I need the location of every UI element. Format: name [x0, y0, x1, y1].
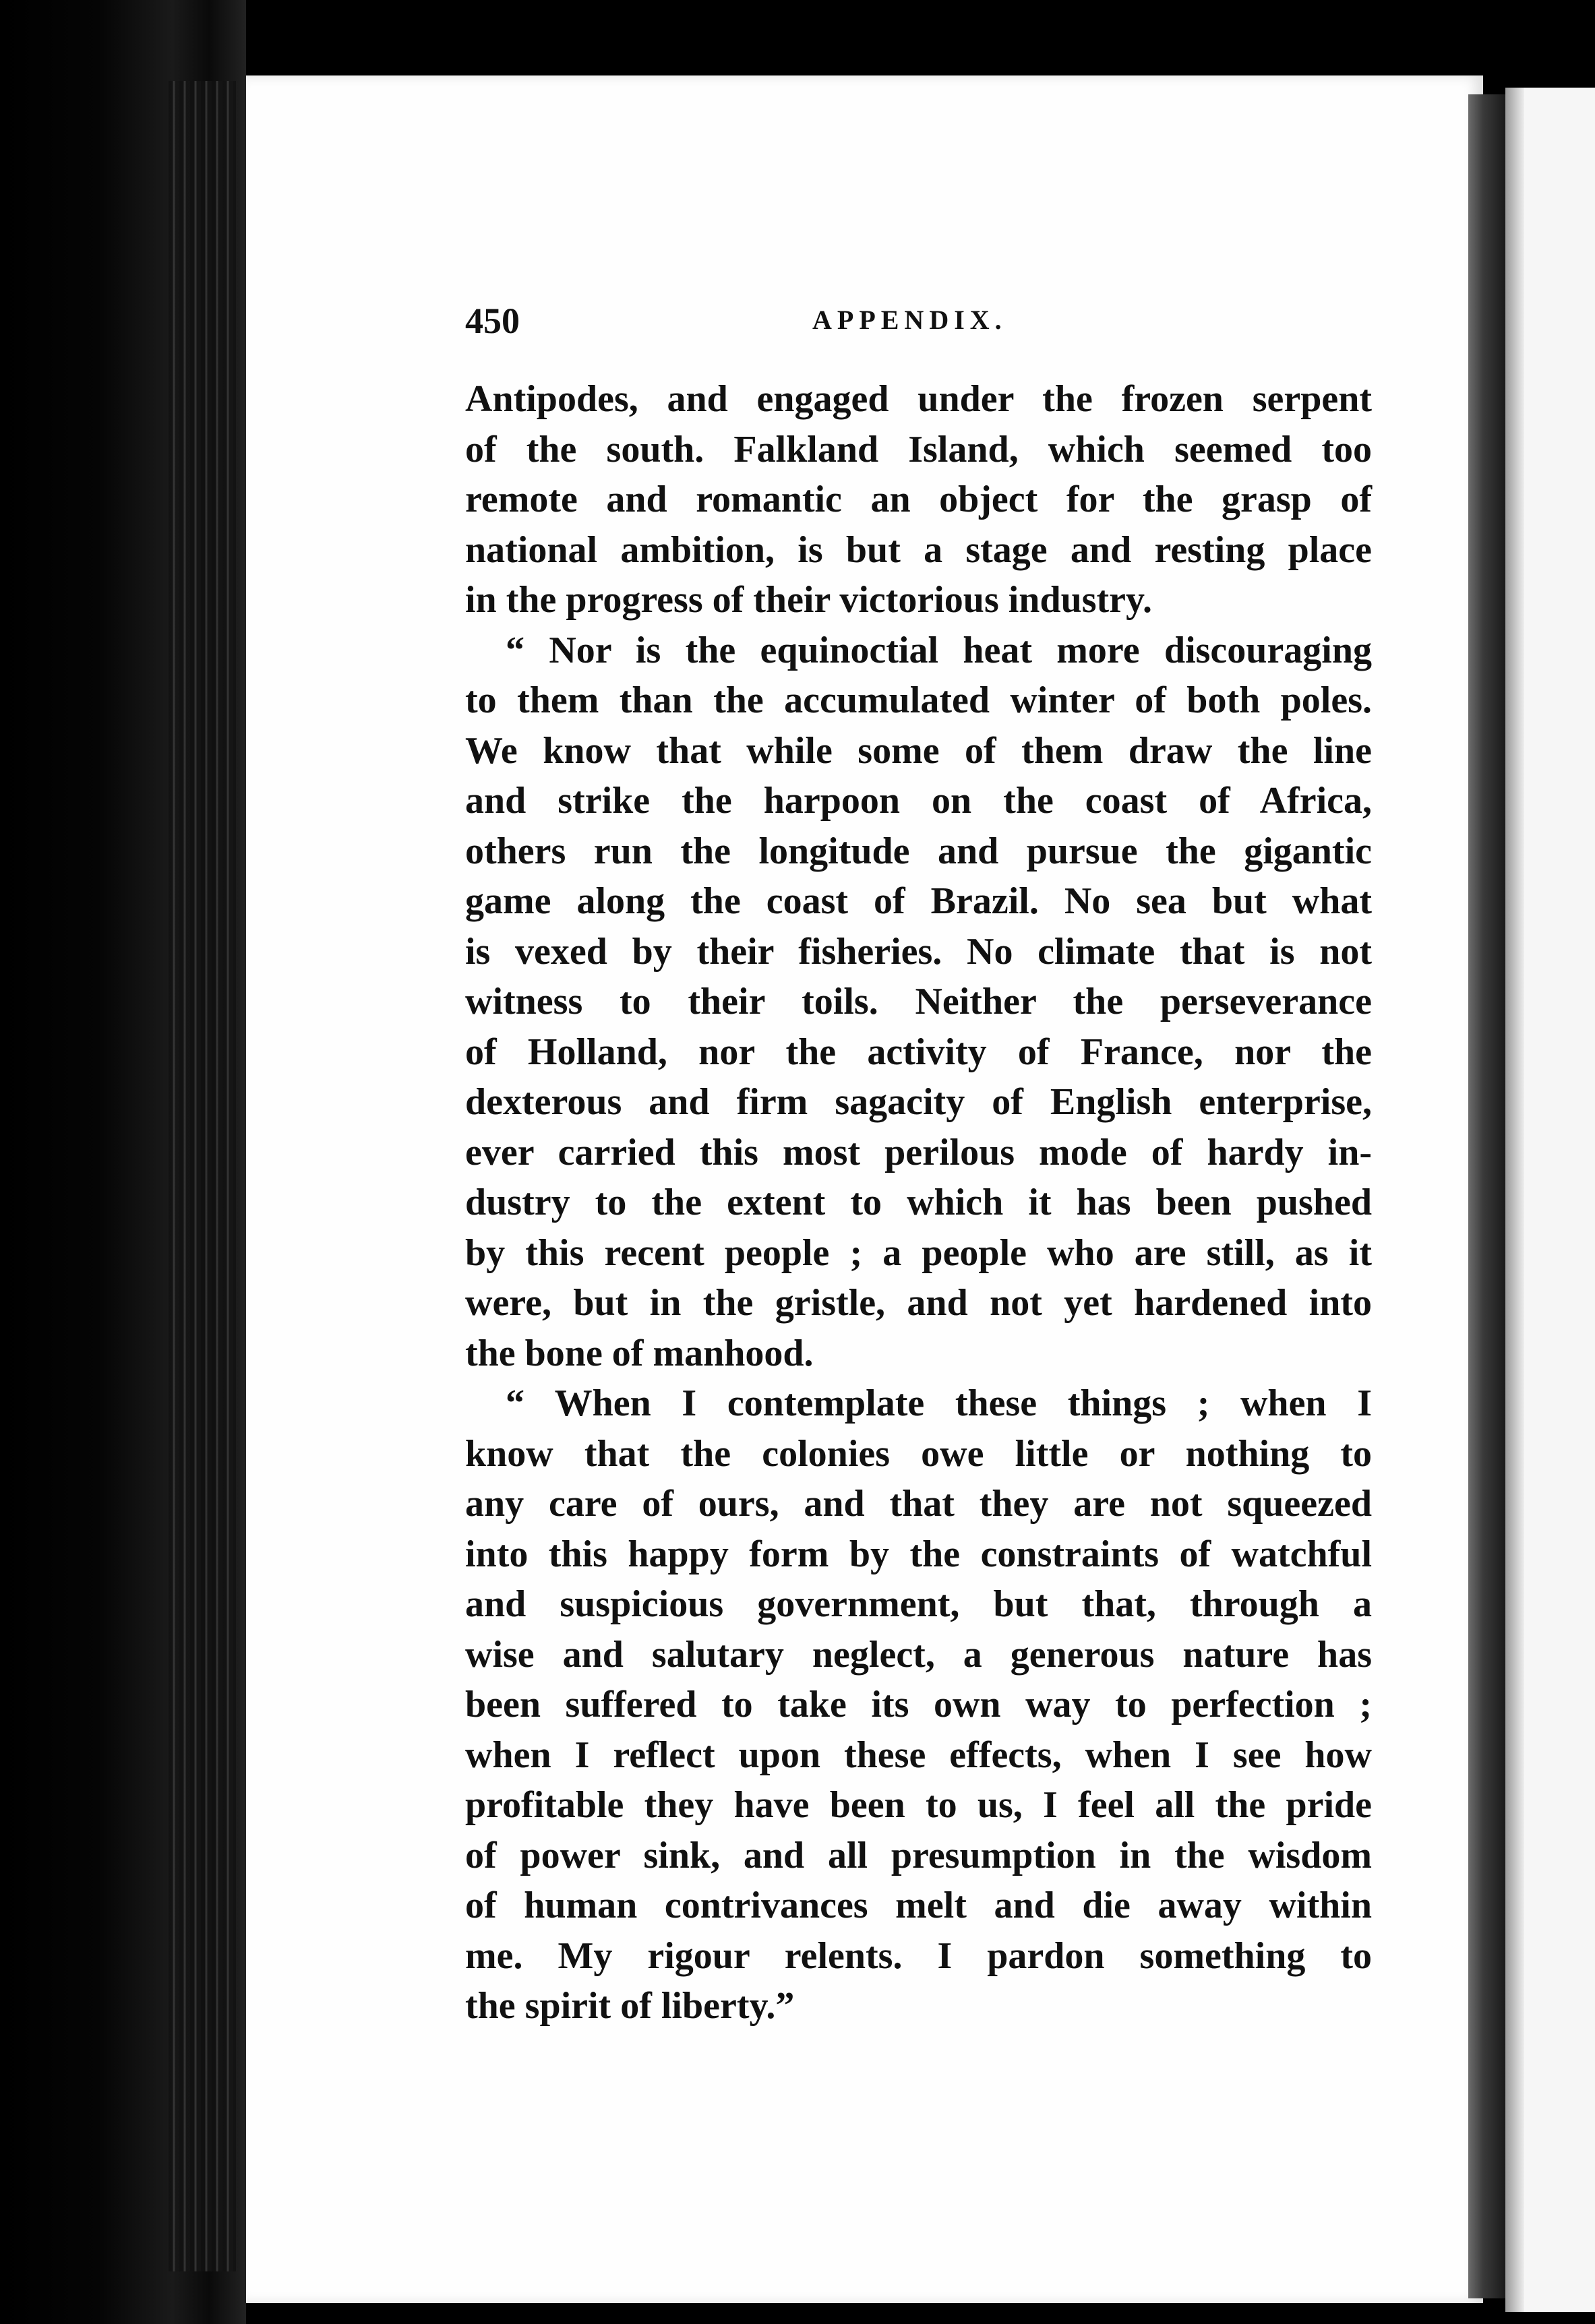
paragraph: [465, 1378, 1372, 2031]
text-line: any care of ours, and that they are not squeezed: [465, 1483, 1372, 1525]
text-line: the bone of manhood.: [465, 1332, 814, 1374]
page-number: 450: [465, 301, 520, 341]
text-line: me. My rigour relents. I pardon something to: [465, 1934, 1372, 1977]
facing-page-shadow: [1505, 88, 1524, 2312]
paragraph: [465, 374, 1372, 625]
body-text: [465, 374, 1372, 2031]
text-line: is vexed by their fisheries. No climate that is not: [465, 930, 1372, 973]
text-line: game along the coast of Brazil. No sea but what: [465, 880, 1372, 922]
text-line: of power sink, and all presumption in the wisdom: [465, 1834, 1372, 1876]
text-line: know that the colonies owe little or nothing to: [465, 1432, 1372, 1475]
text-line: We know that while some of them draw the line: [465, 729, 1372, 772]
text-line: of Holland, nor the activity of France, nor the: [465, 1031, 1372, 1073]
text-line: “ When I contemplate these things ; when I: [506, 1382, 1372, 1424]
text-line: Antipodes, and engaged under the frozen serpent: [465, 378, 1372, 420]
section-title: APPENDIX.: [812, 305, 1007, 335]
text-line: been suffered to take its own way to perfection ;: [465, 1684, 1372, 1725]
text-line: into this happy form by the constraints of watchful: [465, 1533, 1372, 1575]
text-line: by this recent people ; a people who are still, as it: [465, 1231, 1372, 1274]
text-line: when I reflect upon these effects, when I see how: [465, 1734, 1372, 1776]
text-line: were, but in the gristle, and not yet hardened into: [465, 1282, 1372, 1324]
text-line: to them than the accumulated winter of both poles.: [465, 679, 1372, 721]
text-line: dustry to the extent to which it has been pushed: [465, 1182, 1372, 1223]
text-line: others run the longitude and pursue the gigantic: [465, 830, 1372, 872]
text-line: profitable they have been to us, I feel all the pride: [465, 1784, 1372, 1826]
text-line: remote and romantic an object for the grasp of: [465, 479, 1372, 520]
text-line: ever carried this most perilous mode of hardy in-: [465, 1131, 1372, 1173]
text-line: of human contrivances melt and die away within: [465, 1885, 1372, 1926]
paragraph: [465, 625, 1372, 1379]
text-line: and strike the harpoon on the coast of Africa,: [465, 780, 1372, 822]
text-line: dexterous and firm sagacity of English enterprise,: [465, 1081, 1372, 1123]
text-line: in the progress of their victorious industry.: [465, 579, 1152, 621]
book-gutter: [1468, 94, 1505, 2298]
text-line: wise and salutary neglect, a generous nature has: [465, 1633, 1372, 1676]
text-line: and suspicious government, but that, through a: [465, 1583, 1372, 1625]
text-line: national ambition, is but a stage and resting place: [465, 528, 1372, 571]
text-line: the spirit of liberty.”: [465, 1985, 795, 2027]
text-line: “ Nor is the equinoctial heat more discouraging: [506, 629, 1372, 671]
text-line: witness to their toils. Neither the perseverance: [465, 981, 1372, 1022]
running-head: [465, 300, 1382, 347]
text-line: of the south. Falkland Island, which seemed too: [465, 428, 1372, 470]
book-fore-edge: [169, 81, 236, 2271]
